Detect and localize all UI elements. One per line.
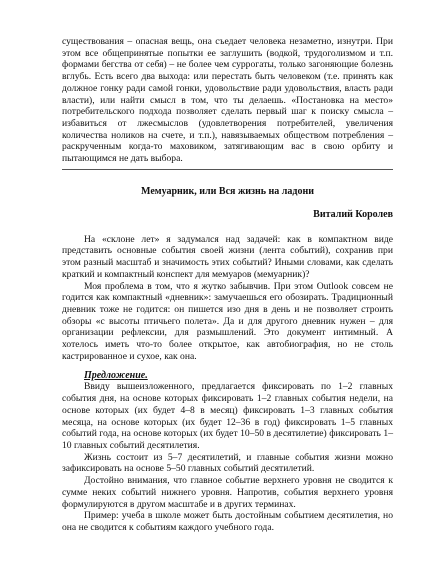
section-paragraph: Пример: учеба в школе может быть достойным событием десятилетия, но она не сводится к событиям каждого учебного года.: [62, 510, 393, 533]
top-paragraph: существования – опасная вещь, она съедает человека незаметно, изнутри. При этом все общепринятые попытки ее заглушить (водкой, трудоголизмом и т.п. формами бегства от себя) – не более чем суррогаты, только загоняющие болезнь вглубь. Есть всего два выхода: или перестать быть человеком (т.е. принять как должное гонку ради самой гонки, удовольствие ради удовольствия, власть ради власти), или найти смысл в том, что ты делаешь. «Постановка на место» потребительского подхода позволяет сделать первый шаг к поиску смысла – избавиться от лжесмыслов (удовлетворения потребителей, увеличения количества ноликов на счете, и т.п.), навязываемых обществом потребления – раскрученным когда-то маховиком, затягивающим вас в свою орбиту и пытающимся не дать выбора.: [62, 36, 393, 165]
article-author: Виталий Королев: [313, 208, 393, 220]
section-heading: Предложение.: [84, 370, 148, 382]
section-paragraph: Жизнь состоит из 5–7 десятилетий, и главные события жизни можно зафиксировать на основе 5–50 главных событий десятилетий.: [62, 451, 393, 475]
section-paragraph: Достойно внимания, что главное событие верхнего уровня не сводится к сумме неких событий нижнего уровня. Напротив, события верхнего уровня формулируются в другом масштабе и в других терминах.: [62, 475, 393, 510]
section-paragraph: Ввиду вышеизложенного, предлагается фиксировать по 1–2 главных события дня, на основе которых фиксировать 1–2 главных события недели, на основе которых (их будет 4–8 в месяц) фиксировать 1–3 главных события месяца, на основе которых (их будет 12–36 в год) фиксировать 1–5 главных событий года, на основе которых (их будет 10–50 в десятилетие) фиксировать 1–10 главных событий десятилетия.: [62, 381, 393, 451]
body-paragraph: На «склоне лет» я задумался над задачей: как в компактном виде представить основные события своей жизни (лента событий), сохранив при этом разный масштаб и значимость этих событий? Иными словами, как сделать краткий и компактный конспект для мемуаров (мемуарник)?: [62, 233, 393, 280]
article-title: Мемуарник, или Вся жизнь на ладони: [141, 185, 314, 197]
body-paragraph: Моя проблема в том, что я жутко забывчив. При этом Outlook совсем не годится как компактный «дневник»: замучаешься его обозирать. Традиционный дневник тоже не годится: он пишется изо дня в день и не позволяет строить обзоры «с высоты птичьего полета». Да и для другого дневник нужен – для организации рефлексии, для размышлений. Это документ интимный. А хотелось иметь что-то более открытое, как автобиография, но не столь кастрированное и сухое, как она.: [62, 280, 393, 362]
section-divider: [62, 169, 393, 170]
